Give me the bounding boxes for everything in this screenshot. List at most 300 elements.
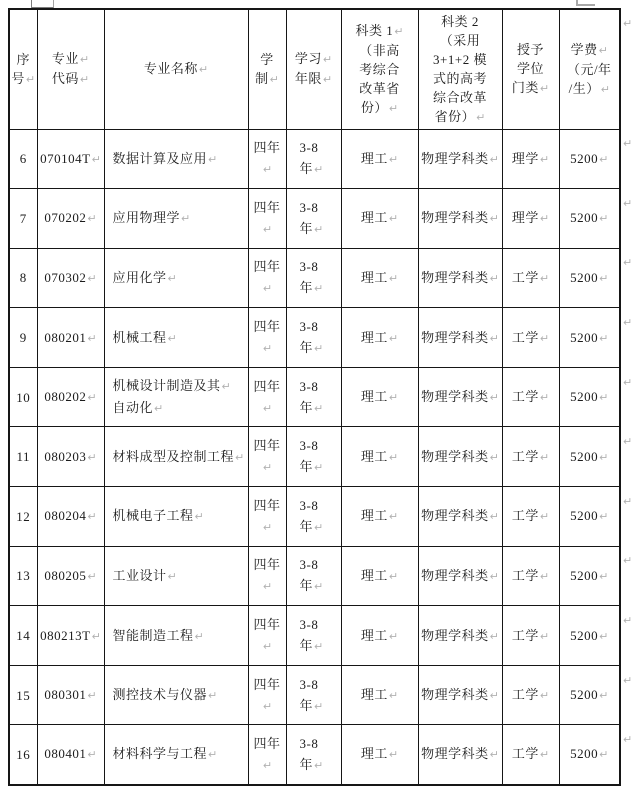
cell-line bbox=[300, 516, 341, 538]
paragraph-mark-icon: ↵ bbox=[599, 629, 609, 643]
paragraph-mark-icon: ↵ bbox=[198, 63, 209, 77]
paragraph-mark-icon: ↵ bbox=[489, 510, 499, 524]
paragraph-mark-icon: ↵ bbox=[388, 629, 399, 643]
cell-line bbox=[503, 59, 559, 78]
cell-line bbox=[342, 267, 418, 289]
paragraph-mark-icon: ↵ bbox=[489, 331, 499, 345]
cell-text: 年 bbox=[299, 280, 314, 296]
paragraph-mark-icon: ↵ bbox=[489, 212, 499, 226]
cell-text: 070104T bbox=[40, 150, 91, 166]
cell-text: 15 bbox=[16, 687, 31, 703]
cell-line bbox=[560, 386, 620, 408]
cell-degree bbox=[502, 665, 559, 725]
cell-line bbox=[38, 69, 104, 89]
cell-line bbox=[249, 256, 286, 299]
paragraph-mark-icon: ↵ bbox=[539, 510, 550, 524]
cell-text: 理工 bbox=[360, 687, 388, 703]
cell-text: （采用 bbox=[439, 32, 481, 48]
paragraph-mark-icon: ↵ bbox=[181, 212, 191, 226]
paragraph-mark-icon: ↵ bbox=[388, 510, 399, 524]
cell-text: 10 bbox=[16, 389, 31, 405]
cell-line bbox=[503, 625, 559, 647]
cell-text: 物理学科类 bbox=[421, 210, 489, 226]
cell-text: 5200 bbox=[570, 687, 599, 703]
cell-line bbox=[342, 684, 418, 706]
cell-line bbox=[342, 386, 418, 408]
paragraph-mark-icon: ↵ bbox=[388, 101, 399, 115]
header-cell-name bbox=[104, 9, 248, 129]
cell-cat2 bbox=[418, 308, 502, 368]
cell-line bbox=[300, 456, 341, 478]
cell-line bbox=[249, 495, 286, 538]
paragraph-mark-icon: ↵ bbox=[314, 699, 324, 713]
cell-cat1 bbox=[341, 546, 418, 606]
cell-degree bbox=[502, 308, 559, 368]
cell-line bbox=[10, 685, 37, 706]
cell-text: 年限 bbox=[294, 71, 322, 87]
cell-text: 5200 bbox=[570, 567, 599, 583]
cell-code bbox=[37, 606, 104, 666]
cell-degree bbox=[502, 129, 559, 189]
paragraph-mark-icon: ↵ bbox=[91, 152, 101, 166]
paragraph-mark-icon: ↵ bbox=[314, 758, 324, 772]
cell-fee bbox=[559, 665, 620, 725]
cell-degree bbox=[502, 248, 559, 308]
cell-cat1 bbox=[341, 248, 418, 308]
cell-text: 5200 bbox=[570, 329, 599, 345]
row-end-paragraph-mark-icon: ↵ bbox=[623, 494, 633, 508]
paragraph-mark-icon: ↵ bbox=[91, 629, 101, 643]
cell-line bbox=[503, 148, 559, 170]
cell-no bbox=[9, 129, 37, 189]
cell-text: 综合改革 bbox=[432, 89, 487, 105]
paragraph-mark-icon: ↵ bbox=[314, 520, 324, 534]
paragraph-mark-icon: ↵ bbox=[388, 212, 399, 226]
paragraph-mark-icon: ↵ bbox=[208, 689, 218, 703]
cell-text: 数据计算及应用 bbox=[112, 150, 208, 166]
cell-text: 13 bbox=[16, 568, 31, 584]
cell-line bbox=[38, 446, 104, 468]
paragraph-mark-icon: ↵ bbox=[599, 510, 609, 524]
cell-code bbox=[37, 129, 104, 189]
cell-code bbox=[37, 725, 104, 785]
cell-line bbox=[419, 50, 502, 69]
cell-line bbox=[419, 12, 502, 31]
cell-text: 080202 bbox=[44, 389, 87, 405]
cell-line bbox=[300, 337, 341, 359]
table-body bbox=[9, 129, 620, 785]
cell-cat1 bbox=[341, 189, 418, 249]
cell-text: 3-8 bbox=[299, 735, 319, 751]
cell-line bbox=[287, 49, 341, 69]
cell-line bbox=[300, 218, 341, 240]
table-row bbox=[9, 606, 620, 666]
paragraph-mark-icon: ↵ bbox=[314, 282, 324, 296]
paragraph-mark-icon: ↵ bbox=[598, 43, 608, 57]
paragraph-mark-icon: ↵ bbox=[87, 689, 97, 703]
paragraph-mark-icon: ↵ bbox=[262, 401, 273, 415]
cell-text: 理工 bbox=[360, 269, 388, 285]
cell-line bbox=[113, 625, 248, 647]
cell-no bbox=[9, 487, 37, 547]
cell-line bbox=[503, 78, 559, 98]
cell-line bbox=[249, 435, 286, 478]
cell-text: 物理学科类 bbox=[421, 687, 489, 703]
cell-text: 四年 bbox=[253, 319, 281, 335]
paragraph-mark-icon: ↵ bbox=[539, 748, 550, 762]
cell-line bbox=[503, 684, 559, 706]
paragraph-mark-icon: ↵ bbox=[87, 450, 97, 464]
paragraph-mark-icon: ↵ bbox=[262, 580, 273, 594]
cell-cat1 bbox=[341, 487, 418, 547]
cell-code bbox=[37, 546, 104, 606]
cell-code bbox=[37, 427, 104, 487]
cell-name bbox=[104, 487, 248, 547]
cell-text: 080401 bbox=[44, 746, 87, 762]
cell-line bbox=[503, 327, 559, 349]
cell-years bbox=[286, 248, 341, 308]
paragraph-mark-icon: ↵ bbox=[489, 748, 499, 762]
cell-text: 测控技术与仪器 bbox=[112, 687, 208, 703]
paragraph-mark-icon: ↵ bbox=[79, 73, 90, 87]
cell-line bbox=[10, 148, 37, 169]
cell-fee bbox=[559, 487, 620, 547]
paragraph-mark-icon: ↵ bbox=[388, 391, 399, 405]
paragraph-mark-icon: ↵ bbox=[194, 629, 204, 643]
cell-cat2 bbox=[418, 546, 502, 606]
cell-line bbox=[560, 327, 620, 349]
paragraph-mark-icon: ↵ bbox=[539, 689, 550, 703]
cell-line bbox=[342, 446, 418, 468]
cell-line bbox=[300, 635, 341, 657]
paragraph-mark-icon: ↵ bbox=[262, 520, 273, 534]
paragraph-mark-icon: ↵ bbox=[539, 629, 550, 643]
cell-line bbox=[10, 208, 37, 229]
cell-line bbox=[342, 743, 418, 765]
row-end-paragraph-mark-icon: ↵ bbox=[623, 375, 633, 389]
cell-text: 学费 bbox=[570, 41, 598, 57]
paragraph-mark-icon: ↵ bbox=[262, 163, 273, 177]
cell-no bbox=[9, 189, 37, 249]
paragraph-mark-icon: ↵ bbox=[167, 271, 177, 285]
cell-duration bbox=[248, 546, 286, 606]
paragraph-mark-icon: ↵ bbox=[539, 271, 550, 285]
cell-text: 6 bbox=[19, 151, 27, 167]
cell-code bbox=[37, 189, 104, 249]
cell-line bbox=[560, 446, 620, 468]
cell-line bbox=[10, 565, 37, 586]
cell-text: 年 bbox=[299, 459, 314, 475]
cell-text: 式的高考 bbox=[432, 70, 487, 86]
cell-no bbox=[9, 546, 37, 606]
cell-line bbox=[10, 744, 37, 765]
paragraph-mark-icon: ↵ bbox=[388, 450, 399, 464]
table-row bbox=[9, 725, 620, 785]
cell-text: 080201 bbox=[44, 329, 87, 345]
header-cell-years bbox=[286, 9, 341, 129]
cell-line bbox=[10, 506, 37, 527]
cell-duration bbox=[248, 725, 286, 785]
cell-text: 改革省 bbox=[359, 80, 400, 96]
paragraph-mark-icon: ↵ bbox=[314, 461, 324, 475]
cell-line bbox=[560, 148, 620, 170]
cell-fee bbox=[559, 189, 620, 249]
paragraph-mark-icon: ↵ bbox=[489, 152, 499, 166]
cell-line bbox=[300, 614, 341, 635]
paragraph-mark-icon: ↵ bbox=[262, 282, 273, 296]
cell-fee bbox=[559, 546, 620, 606]
paragraph-mark-icon: ↵ bbox=[25, 72, 36, 86]
cell-line bbox=[419, 107, 502, 127]
cell-cat2 bbox=[418, 367, 502, 427]
cell-line bbox=[105, 59, 248, 79]
cell-line bbox=[419, 148, 502, 170]
cell-text: 080204 bbox=[44, 508, 87, 524]
table-row bbox=[9, 367, 620, 427]
cell-name bbox=[104, 427, 248, 487]
cell-text: 四年 bbox=[253, 617, 281, 633]
cell-text: 5200 bbox=[570, 150, 599, 166]
cell-text: 物理学科类 bbox=[421, 329, 489, 345]
cell-text: 工学 bbox=[511, 687, 539, 703]
paragraph-mark-icon: ↵ bbox=[87, 271, 97, 285]
cell-text: 3+1+2 模 bbox=[433, 51, 487, 67]
cell-years bbox=[286, 129, 341, 189]
cell-line bbox=[300, 575, 341, 597]
paragraph-mark-icon: ↵ bbox=[314, 163, 324, 177]
header-cell-fee bbox=[559, 9, 620, 129]
cell-line bbox=[113, 375, 248, 397]
cell-cat1 bbox=[341, 606, 418, 666]
paragraph-mark-icon: ↵ bbox=[599, 569, 609, 583]
header-row bbox=[9, 9, 620, 129]
cell-text: 3-8 bbox=[299, 617, 319, 633]
cell-code bbox=[37, 487, 104, 547]
cell-degree bbox=[502, 189, 559, 249]
cell-line bbox=[342, 207, 418, 229]
cell-text: 3-8 bbox=[299, 140, 319, 156]
cell-text: 授予 bbox=[516, 42, 544, 58]
paragraph-mark-icon: ↵ bbox=[87, 569, 97, 583]
paragraph-mark-icon: ↵ bbox=[322, 73, 333, 87]
cell-years bbox=[286, 189, 341, 249]
cell-text: 3-8 bbox=[299, 199, 319, 215]
cell-text: 理工 bbox=[360, 627, 388, 643]
cell-text: 080213T bbox=[40, 627, 91, 643]
cell-line bbox=[38, 565, 104, 587]
cell-line bbox=[249, 614, 286, 657]
cell-text: 9 bbox=[19, 330, 27, 346]
cell-name bbox=[104, 725, 248, 785]
cell-text: 年 bbox=[299, 399, 314, 415]
cell-duration bbox=[248, 248, 286, 308]
cell-line bbox=[38, 625, 104, 647]
cell-line bbox=[560, 79, 620, 99]
cell-line bbox=[300, 435, 341, 456]
cell-text: 070202 bbox=[44, 210, 87, 226]
cell-no bbox=[9, 725, 37, 785]
cell-text: 5200 bbox=[570, 508, 599, 524]
row-end-paragraph-mark-icon: ↵ bbox=[623, 17, 633, 30]
cell-text: 年 bbox=[299, 161, 314, 177]
table-row bbox=[9, 308, 620, 368]
row-end-paragraph-mark-icon: ↵ bbox=[623, 673, 633, 687]
cell-line bbox=[10, 50, 37, 69]
cell-line bbox=[10, 327, 37, 348]
cell-line bbox=[342, 148, 418, 170]
paragraph-mark-icon: ↵ bbox=[539, 450, 550, 464]
paragraph-mark-icon: ↵ bbox=[388, 271, 399, 285]
cell-line bbox=[342, 41, 418, 60]
cell-no bbox=[9, 308, 37, 368]
cell-text: 四年 bbox=[253, 497, 281, 513]
cell-line bbox=[300, 376, 341, 397]
cell-text: 考综合 bbox=[359, 61, 400, 77]
majors-table bbox=[8, 8, 621, 786]
cell-line bbox=[503, 386, 559, 408]
cropped-text-artifact-left bbox=[31, 0, 54, 8]
paragraph-mark-icon: ↵ bbox=[388, 331, 399, 345]
cell-duration bbox=[248, 308, 286, 368]
cell-line bbox=[419, 743, 502, 765]
paragraph-mark-icon: ↵ bbox=[539, 82, 550, 96]
cell-text: 8 bbox=[19, 270, 27, 286]
paragraph-mark-icon: ↵ bbox=[489, 391, 499, 405]
header-cell-cat2 bbox=[418, 9, 502, 129]
cell-text: 科类 2 bbox=[441, 13, 479, 29]
cell-line bbox=[300, 256, 341, 277]
paragraph-mark-icon: ↵ bbox=[476, 110, 486, 124]
cell-text: 年 bbox=[299, 220, 314, 236]
paragraph-mark-icon: ↵ bbox=[87, 212, 97, 226]
cell-line bbox=[342, 98, 418, 118]
paragraph-mark-icon: ↵ bbox=[599, 331, 609, 345]
cell-line bbox=[419, 69, 502, 88]
cell-degree bbox=[502, 725, 559, 785]
cell-name bbox=[104, 665, 248, 725]
cell-line bbox=[113, 397, 248, 419]
row-end-paragraph-mark-icon: ↵ bbox=[623, 137, 633, 150]
cell-degree bbox=[502, 487, 559, 547]
cell-line bbox=[300, 197, 341, 218]
cell-line bbox=[38, 267, 104, 289]
cell-cat2 bbox=[418, 606, 502, 666]
table-row bbox=[9, 129, 620, 189]
cell-text: 号 bbox=[11, 70, 25, 86]
cell-line bbox=[38, 327, 104, 349]
cell-text: 工学 bbox=[511, 627, 539, 643]
cell-line bbox=[249, 69, 286, 89]
cell-text: 学习 bbox=[294, 51, 322, 67]
cell-line bbox=[113, 207, 248, 229]
cell-no bbox=[9, 427, 37, 487]
cell-line bbox=[560, 505, 620, 527]
cell-text: 5200 bbox=[570, 448, 599, 464]
row-end-paragraph-mark-icon: ↵ bbox=[623, 614, 633, 628]
cell-text: 四年 bbox=[253, 557, 281, 573]
cell-line bbox=[113, 267, 248, 289]
cell-text: 7 bbox=[19, 210, 27, 226]
paragraph-mark-icon: ↵ bbox=[208, 748, 218, 762]
paragraph-mark-icon: ↵ bbox=[262, 758, 273, 772]
cell-line bbox=[560, 565, 620, 587]
cell-line bbox=[300, 554, 341, 575]
cell-text: 理工 bbox=[360, 448, 388, 464]
cell-line bbox=[419, 88, 502, 107]
cell-cat2 bbox=[418, 487, 502, 547]
table-row bbox=[9, 248, 620, 308]
cell-duration bbox=[248, 189, 286, 249]
cell-text: 3-8 bbox=[299, 676, 319, 692]
paragraph-mark-icon: ↵ bbox=[262, 222, 273, 236]
header-cell-duration bbox=[248, 9, 286, 129]
paragraph-mark-icon: ↵ bbox=[600, 82, 610, 96]
cell-text: 机械设计制造及其 bbox=[112, 378, 221, 394]
cell-text: 工学 bbox=[511, 746, 539, 762]
cell-line bbox=[560, 267, 620, 289]
cell-text: 材料成型及控制工程 bbox=[112, 448, 235, 464]
cell-code bbox=[37, 367, 104, 427]
cell-text: /生） bbox=[568, 80, 600, 96]
cell-text: 理学 bbox=[511, 210, 539, 226]
cell-line bbox=[249, 674, 286, 717]
cell-text: 制 bbox=[255, 70, 269, 86]
cell-text: 理工 bbox=[360, 389, 388, 405]
cell-text: 材料科学与工程 bbox=[112, 746, 208, 762]
cell-text: 学位 bbox=[516, 61, 544, 77]
cell-line bbox=[560, 60, 620, 79]
row-end-paragraph-mark-icon: ↵ bbox=[623, 435, 633, 449]
cell-no bbox=[9, 665, 37, 725]
paragraph-mark-icon: ↵ bbox=[154, 402, 164, 416]
cell-line bbox=[287, 69, 341, 89]
cell-text: 3-8 bbox=[299, 319, 319, 335]
cell-text: 省份） bbox=[434, 108, 476, 124]
cell-no bbox=[9, 606, 37, 666]
cell-text: 16 bbox=[16, 746, 31, 762]
paragraph-mark-icon: ↵ bbox=[221, 380, 231, 394]
cell-line bbox=[249, 733, 286, 776]
cell-line bbox=[300, 495, 341, 516]
row-end-paragraph-mark-icon: ↵ bbox=[623, 196, 633, 210]
cell-line bbox=[38, 386, 104, 408]
table-header bbox=[9, 9, 620, 129]
cell-text: 四年 bbox=[253, 735, 281, 751]
cell-line bbox=[38, 207, 104, 229]
paragraph-mark-icon: ↵ bbox=[314, 342, 324, 356]
cell-line bbox=[38, 684, 104, 706]
cell-name bbox=[104, 546, 248, 606]
cell-degree bbox=[502, 546, 559, 606]
cell-text: 四年 bbox=[253, 259, 281, 275]
paragraph-mark-icon: ↵ bbox=[539, 391, 550, 405]
cell-years bbox=[286, 606, 341, 666]
cell-line bbox=[419, 327, 502, 349]
cell-line bbox=[560, 743, 620, 765]
cropped-mark-artifact-right bbox=[576, 0, 595, 6]
paragraph-mark-icon: ↵ bbox=[262, 640, 273, 654]
cell-line bbox=[503, 565, 559, 587]
cell-code bbox=[37, 308, 104, 368]
cell-text: 3-8 bbox=[299, 259, 319, 275]
cell-text: 机械工程 bbox=[112, 329, 167, 345]
cell-cat1 bbox=[341, 427, 418, 487]
paragraph-mark-icon: ↵ bbox=[539, 331, 550, 345]
cell-line bbox=[342, 505, 418, 527]
cell-line bbox=[10, 267, 37, 288]
cell-duration bbox=[248, 606, 286, 666]
cell-text: 理学 bbox=[511, 150, 539, 166]
